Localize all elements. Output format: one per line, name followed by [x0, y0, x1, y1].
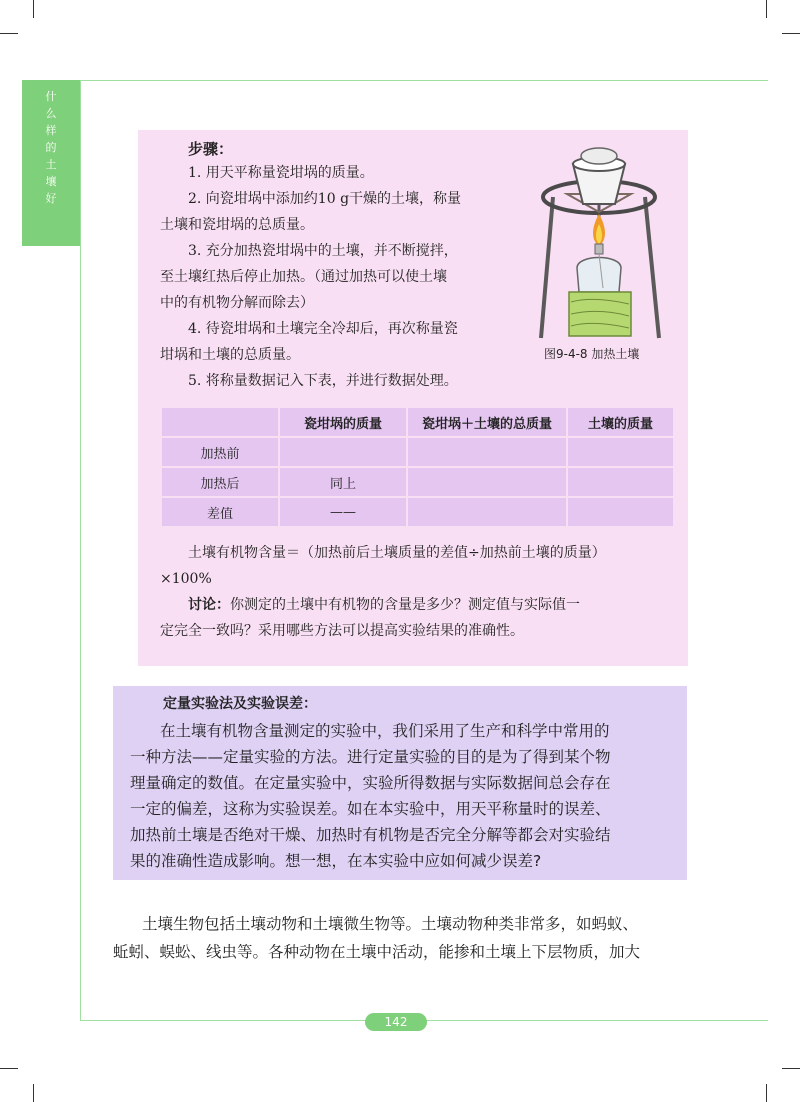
table-cell: [567, 497, 674, 527]
table-header-cell: 瓷坩埚＋土壤的总质量: [407, 407, 567, 437]
crop-mark: [766, 0, 767, 18]
crop-mark: [33, 1084, 34, 1102]
step-line: 3. 充分加热瓷坩埚中的土壤，并不断搅拌，: [188, 243, 458, 259]
quant-box-line: 理量确定的数值。在定量实验中，实验所得数据与实际数据间总会存在: [130, 774, 611, 792]
page-frame-top: [80, 80, 768, 81]
side-char: 土: [45, 158, 57, 171]
quant-box-line: 在土壤有机物含量测定的实验中，我们采用了生产和科学中常用的: [160, 722, 610, 740]
table-header-cell: 土壤的质量: [567, 407, 674, 437]
table-cell: [407, 467, 567, 497]
step-line: 坩埚和土壤的总质量。: [160, 347, 300, 363]
heating-soil-illustration: [533, 142, 665, 340]
crop-mark: [782, 1068, 800, 1069]
discussion-label: 讨论：: [188, 597, 230, 613]
table-row: [161, 467, 674, 497]
step-line: 4. 待瓷坩埚和土壤完全冷却后，再次称量瓷: [188, 321, 458, 337]
quant-box-line: 一定的偏差，这称为实验误差。如在本实验中，用天平称量时的误差、: [130, 800, 611, 818]
table-cell: [567, 467, 674, 497]
step-line: 中的有机物分解而除去）: [160, 295, 314, 311]
table-header-row: [161, 407, 674, 437]
crop-mark: [33, 0, 34, 18]
side-char: 的: [45, 141, 57, 154]
table-row: [161, 437, 674, 467]
chapter-side-tab: [22, 80, 80, 246]
page-number: 142: [365, 1013, 427, 1031]
table-row-label: 差值: [161, 497, 279, 527]
figure-caption: 图9-4-8 加热土壤: [544, 347, 640, 361]
table-cell: ——: [279, 497, 407, 527]
chapter-title-vertical: [22, 88, 80, 207]
step-line: 至土壤红热后停止加热。（通过加热可以使土壤: [160, 269, 447, 285]
step-line: 2. 向瓷坩埚中添加约10 g干燥的土壤，称量: [188, 191, 462, 207]
table-row-label: 加热后: [161, 467, 279, 497]
formula-line: ×100%: [160, 571, 212, 587]
body-paragraph-line: 蚯蚓、蜈蚣、线虫等。各种动物在土壤中活动，能掺和土壤上下层物质，加大: [113, 943, 641, 961]
quant-box-line: 果的准确性造成影响。想一想，在本实验中应如何减少误差?: [130, 852, 542, 870]
crop-mark: [766, 1084, 767, 1102]
data-table: [160, 406, 675, 528]
table-cell: [279, 437, 407, 467]
quant-box-title: 定量实验法及实验误差：: [163, 696, 317, 712]
step-line: 5. 将称量数据记入下表，并进行数据处理。: [188, 373, 458, 389]
formula-line: 土壤有机物含量＝（加热前后土壤质量的差值÷加热前土壤的质量）: [188, 545, 606, 561]
discussion-text: 你测定的土壤中有机物的含量是多少？测定值与实际值一: [230, 597, 580, 613]
table-cell: [407, 497, 567, 527]
side-char: 样: [45, 124, 57, 137]
side-char: 么: [45, 107, 57, 120]
step-line: 1. 用天平称量瓷坩埚的质量。: [188, 165, 374, 181]
quant-box-line: 加热前土壤是否绝对干燥、加热时有机物是否完全分解等都会对实验结: [130, 826, 611, 844]
side-char: 壤: [45, 175, 57, 188]
discussion-line: 定完全一致吗？采用哪些方法可以提高实验结果的准确性。: [160, 623, 524, 639]
table-row-label: 加热前: [161, 437, 279, 467]
side-char: 好: [45, 192, 57, 205]
body-paragraph-line: 土壤生物包括土壤动物和土壤微生物等。土壤动物种类非常多，如蚂蚁、: [142, 915, 639, 933]
side-char: 什: [45, 90, 57, 103]
table-header-cell: 瓷坩埚的质量: [279, 407, 407, 437]
table-cell: [567, 437, 674, 467]
crop-mark: [0, 33, 18, 34]
step-line: 土壤和瓷坩埚的总质量。: [160, 217, 314, 233]
crop-mark: [782, 33, 800, 34]
table-cell: 同上: [279, 467, 407, 497]
table-cell: [407, 437, 567, 467]
steps-title: 步骤：: [188, 140, 234, 158]
table-row: [161, 497, 674, 527]
crop-mark: [0, 1068, 18, 1069]
discussion-line: [188, 592, 580, 618]
page-frame-left: [80, 80, 81, 1020]
quant-box-line: 一种方法——定量实验的方法。进行定量实验的目的是为了得到某个物: [130, 748, 611, 766]
table-header-cell: [161, 407, 279, 437]
